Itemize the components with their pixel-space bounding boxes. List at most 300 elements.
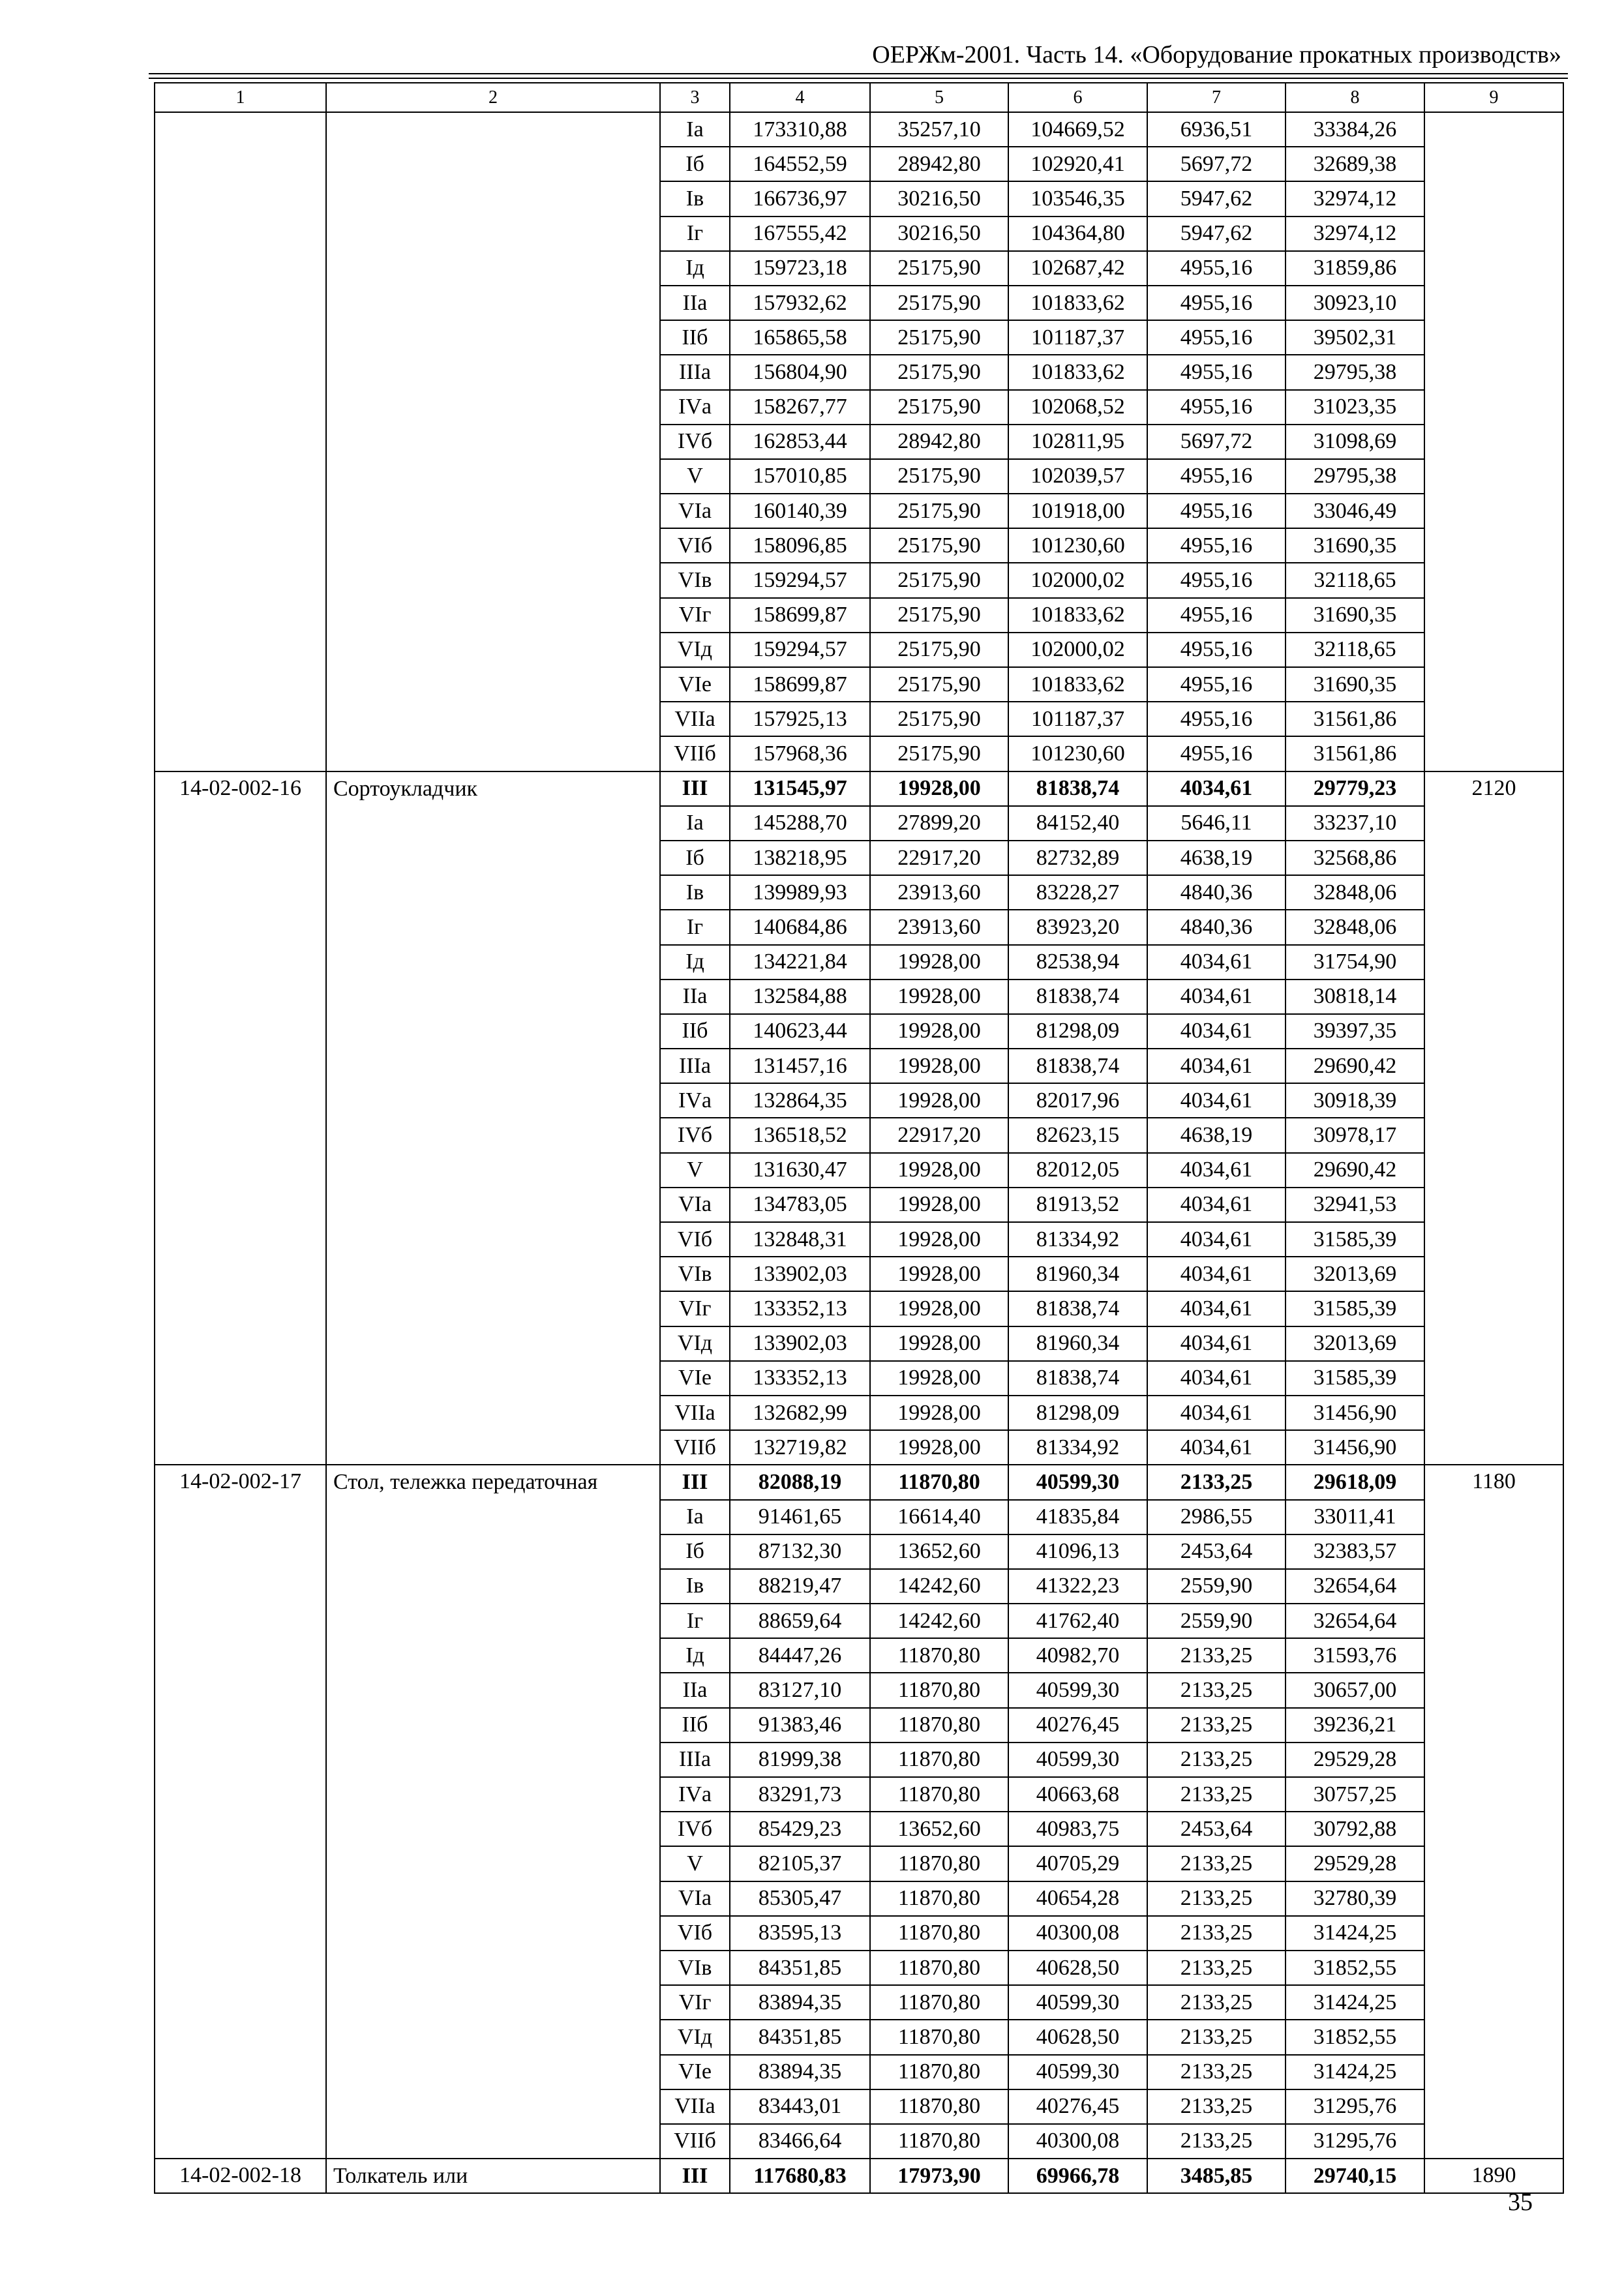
price-cell: 83127,10 [730, 1673, 870, 1707]
zone-cell: IVб [660, 1118, 730, 1152]
running-header-title: ОЕРЖм-2001. Часть 14. «Оборудование прокатных производств» [872, 41, 1561, 68]
price-cell: 39397,35 [1286, 1014, 1424, 1049]
zone-cell: III [660, 2159, 730, 2193]
price-cell: 33011,41 [1286, 1500, 1424, 1534]
price-cell: 81838,74 [1008, 1291, 1147, 1326]
zone-cell: VIг [660, 598, 730, 633]
price-cell: 4955,16 [1147, 702, 1286, 736]
price-cell: 157968,36 [730, 736, 870, 771]
price-cell: 32941,53 [1286, 1188, 1424, 1222]
price-cell: 4955,16 [1147, 390, 1286, 425]
zone-cell: VIа [660, 494, 730, 528]
zone-cell: IVа [660, 1777, 730, 1812]
price-cell: 25175,90 [870, 494, 1008, 528]
price-cell: 11870,80 [870, 1708, 1008, 1743]
price-cell: 101918,00 [1008, 494, 1147, 528]
price-table-body [155, 83, 1563, 2193]
price-cell: 30792,88 [1286, 1812, 1424, 1846]
column-number: 3 [660, 83, 730, 112]
price-cell: 131630,47 [730, 1153, 870, 1188]
price-cell: 32974,12 [1286, 217, 1424, 251]
price-cell: 19928,00 [870, 1361, 1008, 1396]
price-cell: 104364,80 [1008, 217, 1147, 251]
item-name: Стол, тележка передаточная [326, 1465, 660, 2159]
price-cell: 4034,61 [1147, 1083, 1286, 1118]
price-cell: 31295,76 [1286, 2124, 1424, 2159]
price-cell: 102000,02 [1008, 633, 1147, 667]
zone-cell: IIа [660, 286, 730, 320]
price-cell: 31098,69 [1286, 425, 1424, 459]
item-name: Толкатель или [326, 2159, 660, 2193]
zone-cell: V [660, 1153, 730, 1188]
price-cell: 166736,97 [730, 181, 870, 216]
price-cell: 4955,16 [1147, 633, 1286, 667]
price-cell: 2133,25 [1147, 2055, 1286, 2089]
price-cell: 81838,74 [1008, 1361, 1147, 1396]
price-cell: 81913,52 [1008, 1188, 1147, 1222]
price-cell: 91461,65 [730, 1500, 870, 1534]
item-code [155, 112, 326, 771]
price-cell: 3485,85 [1147, 2159, 1286, 2193]
price-cell: 19928,00 [870, 1326, 1008, 1361]
equipment-weight: 2120 [1424, 771, 1563, 1465]
price-cell: 4955,16 [1147, 563, 1286, 597]
price-cell: 81334,92 [1008, 1222, 1147, 1257]
price-cell: 16614,40 [870, 1500, 1008, 1534]
price-cell: 82105,37 [730, 1846, 870, 1881]
price-cell: 102920,41 [1008, 147, 1147, 181]
price-cell: 83291,73 [730, 1777, 870, 1812]
price-cell: 19928,00 [870, 1153, 1008, 1188]
price-cell: 31424,25 [1286, 1916, 1424, 1951]
price-cell: 103546,35 [1008, 181, 1147, 216]
price-cell: 84152,40 [1008, 806, 1147, 841]
price-cell: 4955,16 [1147, 528, 1286, 563]
price-cell: 40276,45 [1008, 2089, 1147, 2124]
price-cell: 40599,30 [1008, 1985, 1147, 2020]
price-cell: 4034,61 [1147, 1361, 1286, 1396]
zone-cell: VIе [660, 667, 730, 702]
price-cell: 4034,61 [1147, 1291, 1286, 1326]
price-cell: 41762,40 [1008, 1604, 1147, 1638]
price-cell: 29690,42 [1286, 1153, 1424, 1188]
price-cell: 40628,50 [1008, 1951, 1147, 1985]
price-cell: 33046,49 [1286, 494, 1424, 528]
price-cell: 4955,16 [1147, 598, 1286, 633]
price-cell: 2133,25 [1147, 2124, 1286, 2159]
zone-cell: V [660, 459, 730, 494]
zone-cell: VIIа [660, 702, 730, 736]
price-cell: 25175,90 [870, 528, 1008, 563]
price-cell: 82732,89 [1008, 841, 1147, 875]
price-cell: 139989,93 [730, 875, 870, 910]
price-cell: 30978,17 [1286, 1118, 1424, 1152]
price-cell: 88659,64 [730, 1604, 870, 1638]
price-cell: 134221,84 [730, 945, 870, 980]
zone-cell: Iа [660, 112, 730, 147]
zone-cell: Iа [660, 806, 730, 841]
table-row [155, 112, 1563, 147]
price-cell: 19928,00 [870, 1291, 1008, 1326]
price-cell: 32974,12 [1286, 181, 1424, 216]
price-cell: 25175,90 [870, 251, 1008, 286]
price-cell: 158096,85 [730, 528, 870, 563]
price-cell: 167555,42 [730, 217, 870, 251]
price-cell: 4955,16 [1147, 320, 1286, 355]
price-cell: 4638,19 [1147, 841, 1286, 875]
price-cell: 31561,86 [1286, 736, 1424, 771]
price-cell: 102068,52 [1008, 390, 1147, 425]
zone-cell: VIб [660, 528, 730, 563]
price-cell: 11870,80 [870, 2020, 1008, 2054]
price-cell: 83466,64 [730, 2124, 870, 2159]
price-cell: 88219,47 [730, 1569, 870, 1604]
price-cell: 29740,15 [1286, 2159, 1424, 2193]
price-cell: 40300,08 [1008, 1916, 1147, 1951]
price-cell: 19928,00 [870, 1222, 1008, 1257]
price-cell: 133352,13 [730, 1291, 870, 1326]
price-cell: 84351,85 [730, 2020, 870, 2054]
price-cell: 101833,62 [1008, 598, 1147, 633]
price-cell: 82538,94 [1008, 945, 1147, 980]
price-cell: 30818,14 [1286, 980, 1424, 1014]
price-cell: 82017,96 [1008, 1083, 1147, 1118]
price-cell: 140684,86 [730, 910, 870, 944]
price-cell: 102000,02 [1008, 563, 1147, 597]
price-cell: 19928,00 [870, 945, 1008, 980]
price-cell: 6936,51 [1147, 112, 1286, 147]
price-cell: 83228,27 [1008, 875, 1147, 910]
price-cell: 5947,62 [1147, 217, 1286, 251]
price-cell: 30216,50 [870, 217, 1008, 251]
price-cell: 4955,16 [1147, 736, 1286, 771]
price-cell: 4034,61 [1147, 1257, 1286, 1291]
price-cell: 4034,61 [1147, 1222, 1286, 1257]
zone-cell: IIIа [660, 1743, 730, 1777]
price-cell: 31593,76 [1286, 1638, 1424, 1673]
price-cell: 40705,29 [1008, 1846, 1147, 1881]
price-cell: 39236,21 [1286, 1708, 1424, 1743]
price-cell: 13652,60 [870, 1534, 1008, 1569]
price-cell: 145288,70 [730, 806, 870, 841]
price-cell: 158699,87 [730, 667, 870, 702]
price-cell: 83894,35 [730, 1985, 870, 2020]
equipment-weight [1424, 112, 1563, 771]
price-cell: 11870,80 [870, 1465, 1008, 1499]
price-cell: 5646,11 [1147, 806, 1286, 841]
price-cell: 41096,13 [1008, 1534, 1147, 1569]
price-cell: 81334,92 [1008, 1430, 1147, 1465]
zone-cell: IVа [660, 1083, 730, 1118]
price-cell: 81999,38 [730, 1743, 870, 1777]
price-cell: 32848,06 [1286, 875, 1424, 910]
price-cell: 32689,38 [1286, 147, 1424, 181]
price-cell: 31023,35 [1286, 390, 1424, 425]
price-cell: 30918,39 [1286, 1083, 1424, 1118]
price-cell: 84351,85 [730, 1951, 870, 1985]
zone-cell: VIд [660, 2020, 730, 2054]
price-cell: 35257,10 [870, 112, 1008, 147]
price-cell: 83595,13 [730, 1916, 870, 1951]
price-cell: 31690,35 [1286, 667, 1424, 702]
price-cell: 40300,08 [1008, 2124, 1147, 2159]
price-cell: 82012,05 [1008, 1153, 1147, 1188]
price-cell: 39502,31 [1286, 320, 1424, 355]
price-cell: 101833,62 [1008, 355, 1147, 389]
price-cell: 19928,00 [870, 1430, 1008, 1465]
price-cell: 81838,74 [1008, 980, 1147, 1014]
price-cell: 81960,34 [1008, 1326, 1147, 1361]
zone-cell: VIв [660, 563, 730, 597]
zone-cell: VIв [660, 1257, 730, 1291]
price-cell: 25175,90 [870, 633, 1008, 667]
price-cell: 29529,28 [1286, 1743, 1424, 1777]
price-table [154, 82, 1564, 2194]
zone-cell: VIб [660, 1222, 730, 1257]
price-cell: 4840,36 [1147, 875, 1286, 910]
price-cell: 31424,25 [1286, 2055, 1424, 2089]
price-cell: 19928,00 [870, 1396, 1008, 1430]
price-cell: 40654,28 [1008, 1881, 1147, 1916]
zone-cell: VIIб [660, 1430, 730, 1465]
zone-cell: VIг [660, 1985, 730, 2020]
price-cell: 25175,90 [870, 563, 1008, 597]
price-cell: 11870,80 [870, 1846, 1008, 1881]
column-number: 1 [155, 83, 326, 112]
price-cell: 25175,90 [870, 459, 1008, 494]
zone-cell: Iг [660, 1604, 730, 1638]
price-cell: 102039,57 [1008, 459, 1147, 494]
price-cell: 30216,50 [870, 181, 1008, 216]
price-cell: 140623,44 [730, 1014, 870, 1049]
price-cell: 158267,77 [730, 390, 870, 425]
price-cell: 157932,62 [730, 286, 870, 320]
price-cell: 11870,80 [870, 1951, 1008, 1985]
price-cell: 32848,06 [1286, 910, 1424, 944]
price-cell: 19928,00 [870, 1083, 1008, 1118]
column-number-row [155, 83, 1563, 112]
price-cell: 136518,52 [730, 1118, 870, 1152]
price-cell: 5697,72 [1147, 425, 1286, 459]
price-cell: 2133,25 [1147, 1985, 1286, 2020]
zone-cell: IVб [660, 1812, 730, 1846]
price-cell: 133902,03 [730, 1257, 870, 1291]
price-cell: 2986,55 [1147, 1500, 1286, 1534]
zone-cell: VIIб [660, 2124, 730, 2159]
price-cell: 83923,20 [1008, 910, 1147, 944]
price-cell: 4638,19 [1147, 1118, 1286, 1152]
price-cell: 2453,64 [1147, 1534, 1286, 1569]
price-cell: 25175,90 [870, 286, 1008, 320]
price-cell: 40599,30 [1008, 1673, 1147, 1707]
price-cell: 2133,25 [1147, 1916, 1286, 1951]
price-cell: 173310,88 [730, 112, 870, 147]
price-cell: 29690,42 [1286, 1049, 1424, 1083]
column-number: 2 [326, 83, 660, 112]
zone-cell: IIIа [660, 1049, 730, 1083]
price-cell: 40599,30 [1008, 1743, 1147, 1777]
item-name: Сортоукладчик [326, 771, 660, 1465]
table-row [155, 1465, 1563, 1499]
zone-cell: Iв [660, 1569, 730, 1604]
column-number: 8 [1286, 83, 1424, 112]
price-cell: 32654,64 [1286, 1569, 1424, 1604]
zone-cell: Iа [660, 1500, 730, 1534]
price-cell: 32118,65 [1286, 563, 1424, 597]
zone-cell: Iв [660, 181, 730, 216]
price-cell: 40982,70 [1008, 1638, 1147, 1673]
price-cell: 31295,76 [1286, 2089, 1424, 2124]
zone-cell: IIб [660, 1014, 730, 1049]
price-cell: 81298,09 [1008, 1014, 1147, 1049]
zone-cell: VIIа [660, 1396, 730, 1430]
zone-cell: VIа [660, 1188, 730, 1222]
price-cell: 4955,16 [1147, 251, 1286, 286]
zone-cell: Iд [660, 251, 730, 286]
price-cell: 2559,90 [1147, 1604, 1286, 1638]
price-cell: 32654,64 [1286, 1604, 1424, 1638]
zone-cell: Iб [660, 841, 730, 875]
zone-cell: III [660, 1465, 730, 1499]
zone-cell: Iв [660, 875, 730, 910]
zone-cell: VIIб [660, 736, 730, 771]
price-cell: 101187,37 [1008, 702, 1147, 736]
price-cell: 2133,25 [1147, 1673, 1286, 1707]
price-cell: 101833,62 [1008, 667, 1147, 702]
price-cell: 40663,68 [1008, 1777, 1147, 1812]
zone-cell: IVб [660, 425, 730, 459]
price-cell: 33237,10 [1286, 806, 1424, 841]
price-cell: 19928,00 [870, 771, 1008, 806]
price-cell: 159723,18 [730, 251, 870, 286]
zone-cell: IIIа [660, 355, 730, 389]
zone-cell: Iб [660, 147, 730, 181]
price-cell: 83894,35 [730, 2055, 870, 2089]
price-cell: 14242,60 [870, 1604, 1008, 1638]
price-cell: 104669,52 [1008, 112, 1147, 147]
zone-cell: Iг [660, 910, 730, 944]
price-cell: 33384,26 [1286, 112, 1424, 147]
price-cell: 41835,84 [1008, 1500, 1147, 1534]
equipment-weight: 1180 [1424, 1465, 1563, 2159]
price-cell: 22917,20 [870, 841, 1008, 875]
price-cell: 31754,90 [1286, 945, 1424, 980]
zone-cell: V [660, 1846, 730, 1881]
price-cell: 40599,30 [1008, 1465, 1147, 1499]
price-cell: 4034,61 [1147, 1326, 1286, 1361]
zone-cell: VIб [660, 1916, 730, 1951]
price-cell: 11870,80 [870, 1881, 1008, 1916]
price-cell: 4034,61 [1147, 771, 1286, 806]
price-cell: 2133,25 [1147, 1465, 1286, 1499]
price-cell: 101187,37 [1008, 320, 1147, 355]
item-code: 14-02-002-17 [155, 1465, 326, 2159]
column-number: 6 [1008, 83, 1147, 112]
price-cell: 2559,90 [1147, 1569, 1286, 1604]
item-code: 14-02-002-18 [155, 2159, 326, 2193]
zone-cell: IIа [660, 1673, 730, 1707]
price-cell: 11870,80 [870, 1743, 1008, 1777]
price-cell: 31690,35 [1286, 528, 1424, 563]
table-row [155, 2159, 1563, 2193]
price-cell: 2133,25 [1147, 1846, 1286, 1881]
price-cell: 40983,75 [1008, 1812, 1147, 1846]
price-cell: 101833,62 [1008, 286, 1147, 320]
price-cell: 2133,25 [1147, 2089, 1286, 2124]
price-cell: 19928,00 [870, 1014, 1008, 1049]
price-cell: 30757,25 [1286, 1777, 1424, 1812]
price-cell: 32118,65 [1286, 633, 1424, 667]
price-cell: 69966,78 [1008, 2159, 1147, 2193]
price-cell: 2133,25 [1147, 1638, 1286, 1673]
zone-cell: VIд [660, 633, 730, 667]
price-cell: 2453,64 [1147, 1812, 1286, 1846]
equipment-weight: 1890 [1424, 2159, 1563, 2193]
price-cell: 25175,90 [870, 598, 1008, 633]
price-cell: 4955,16 [1147, 459, 1286, 494]
price-cell: 132848,31 [730, 1222, 870, 1257]
price-cell: 160140,39 [730, 494, 870, 528]
price-cell: 25175,90 [870, 390, 1008, 425]
zone-cell: VIIа [660, 2089, 730, 2124]
price-cell: 4955,16 [1147, 355, 1286, 389]
price-cell: 25175,90 [870, 320, 1008, 355]
zone-cell: VIв [660, 1951, 730, 1985]
price-cell: 11870,80 [870, 2089, 1008, 2124]
price-cell: 23913,60 [870, 875, 1008, 910]
price-cell: 87132,30 [730, 1534, 870, 1569]
price-cell: 13652,60 [870, 1812, 1008, 1846]
price-cell: 134783,05 [730, 1188, 870, 1222]
page-number: 35 [1508, 2189, 1533, 2216]
price-cell: 82088,19 [730, 1465, 870, 1499]
price-cell: 27899,20 [870, 806, 1008, 841]
price-cell: 29529,28 [1286, 1846, 1424, 1881]
price-cell: 131457,16 [730, 1049, 870, 1083]
price-cell: 28942,80 [870, 425, 1008, 459]
price-cell: 101230,60 [1008, 736, 1147, 771]
price-cell: 91383,46 [730, 1708, 870, 1743]
price-cell: 102811,95 [1008, 425, 1147, 459]
item-name [326, 112, 660, 771]
price-cell: 11870,80 [870, 1673, 1008, 1707]
price-cell: 31585,39 [1286, 1361, 1424, 1396]
price-cell: 30657,00 [1286, 1673, 1424, 1707]
zone-cell: VIд [660, 1326, 730, 1361]
price-cell: 31456,90 [1286, 1396, 1424, 1430]
price-cell: 132584,88 [730, 980, 870, 1014]
price-cell: 31585,39 [1286, 1291, 1424, 1326]
price-cell: 132682,99 [730, 1396, 870, 1430]
price-cell: 131545,97 [730, 771, 870, 806]
price-cell: 25175,90 [870, 667, 1008, 702]
price-cell: 41322,23 [1008, 1569, 1147, 1604]
price-cell: 11870,80 [870, 1638, 1008, 1673]
price-cell: 4955,16 [1147, 494, 1286, 528]
column-number: 7 [1147, 83, 1286, 112]
price-cell: 165865,58 [730, 320, 870, 355]
price-cell: 11870,80 [870, 1777, 1008, 1812]
price-cell: 164552,59 [730, 147, 870, 181]
price-cell: 159294,57 [730, 563, 870, 597]
price-cell: 29779,23 [1286, 771, 1424, 806]
price-cell: 29795,38 [1286, 459, 1424, 494]
price-cell: 2133,25 [1147, 1743, 1286, 1777]
price-cell: 159294,57 [730, 633, 870, 667]
price-cell: 156804,90 [730, 355, 870, 389]
zone-cell: Iг [660, 217, 730, 251]
price-cell: 158699,87 [730, 598, 870, 633]
